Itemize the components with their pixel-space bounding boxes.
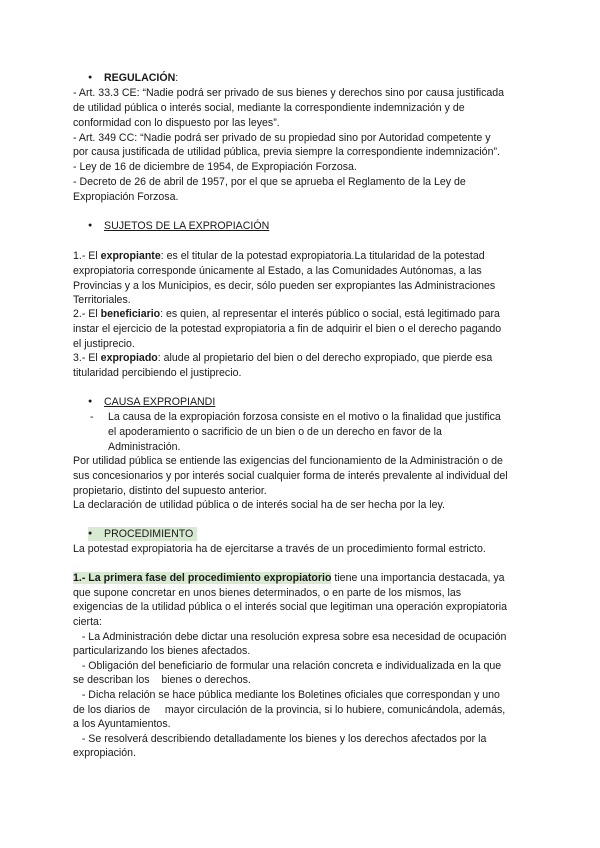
- fase-item: - La Administración debe dictar una resolución expresa sobre esa necesidad de ocupación: [73, 631, 507, 643]
- fase-item: - Se resolverá describiendo detalladamente los bienes y los derechos afectados por la: [73, 733, 487, 745]
- sujetos-heading: ● SUJETOS DE LA EXPROPIACIÓN: [88, 219, 269, 233]
- fase-line: exigencias de la utilidad pública o el interés social que legitiman una operación expropiatoria: [73, 601, 508, 613]
- procedimiento-intro: La potestad expropiatoria ha de ejercitarse a través de un procedimiento formal estricto.: [73, 543, 486, 555]
- sujetos-line: Provincias y a los Municipios, es decir, sólo pueden ser expropiantes las Administraciones: [73, 280, 496, 292]
- regulacion-heading: ● REGULACIÓN:: [88, 71, 178, 85]
- regulacion-line: - Art. 349 CC: “Nadie podrá ser privado de su propiedad sino por Autoridad competente y: [73, 132, 491, 144]
- causa-line: La declaración de utilidad pública o de interés social ha de ser hecha por la ley.: [73, 499, 445, 511]
- fase-item: - Dicha relación se hace pública mediante los Boletines oficiales que correspondan y uno: [73, 689, 500, 701]
- sujetos-line: instar el ejercicio de la potestad expropiatoria a fin de adquirir el bien o el derecho pagando: [73, 323, 502, 335]
- sujetos-line: titularidad percibiendo el justiprecio.: [73, 367, 242, 379]
- sujetos-line: expropiatoria corresponde únicamente al Estado, a las Comunidades Autónomas, a las: [73, 265, 482, 277]
- fase-line: cierta:: [73, 616, 102, 628]
- regulacion-line: - Decreto de 26 de abril de 1957, por el que se aprueba el Reglamento de la Ley de: [73, 176, 466, 188]
- causa-line: Por utilidad pública se entiende las exigencias del funcionamiento de la Administración o de: [73, 455, 503, 467]
- causa-dash: -: [90, 411, 94, 423]
- causa-dash-line: Administración.: [108, 441, 181, 453]
- regulacion-line: de utilidad pública o interés social, mediante la correspondiente indemnización y de: [73, 102, 465, 114]
- fase-item: particularizando los bienes afectados.: [73, 645, 251, 657]
- regulacion-line: - Art. 33.3 CE: “Nadie podrá ser privado de sus bienes y derechos sino por causa justificada: [73, 87, 505, 99]
- sujetos-line: Territoriales.: [73, 294, 131, 306]
- fase-heading: 1.- La primera fase del procedimiento expropiatorio tiene una importancia destacada, ya: [73, 572, 505, 584]
- sujetos-p1: 1.- El expropiante: es el titular de la potestad expropiatoria.La titularidad de la potestad: [73, 250, 485, 262]
- causa-dash-line: La causa de la expropiación forzosa consiste en el motivo o la finalidad que justifica: [108, 411, 501, 423]
- regulacion-line: conformidad con lo dispuesto por las leyes”.: [73, 117, 280, 129]
- fase-line: que supone concretar en unos bienes determinados, o en parte de los mismos, las: [73, 587, 462, 599]
- sujetos-p2: 2.- El beneficiario: es quien, al representar el interés público o social, está legitimado para: [73, 308, 500, 320]
- fase-item: - Obligación del beneficiario de formular una relación concreta e individualizada en la que: [73, 660, 502, 672]
- fase-item: de los diarios de mayor circulación de la provincia, si lo hubiere, comunicándola, además,: [73, 704, 506, 716]
- regulacion-line: por causa justificada de utilidad pública, previa siempre la correspondiente indemnización”.: [73, 146, 500, 158]
- sujetos-p3: 3.- El expropiado: alude al propietario del bien o del derecho expropiado, que pierde esa: [73, 352, 493, 364]
- causa-dash-line: el apoderamiento o sacrificio de un bien o de un derecho en favor de la: [108, 426, 442, 438]
- procedimiento-heading: ● PROCEDIMIENTO: [88, 527, 197, 541]
- fase-item: expropiación.: [73, 747, 137, 759]
- regulacion-line: - Ley de 16 de diciembre de 1954, de Expropiación Forzosa.: [73, 161, 357, 173]
- fase-item: a los Ayuntamientos.: [73, 718, 171, 730]
- causa-heading: ● CAUSA EXPROPIANDI: [88, 395, 215, 409]
- sujetos-line: el justiprecio.: [73, 338, 135, 350]
- causa-line: sus concesionarios y por interés social cualquier forma de interés prevalente al individual del: [73, 470, 508, 482]
- fase-item: se describan los bienes o derechos.: [73, 674, 251, 686]
- regulacion-line: Expropiación Forzosa.: [73, 191, 179, 203]
- causa-line: propietario, distinto del supuesto anterior.: [73, 485, 267, 497]
